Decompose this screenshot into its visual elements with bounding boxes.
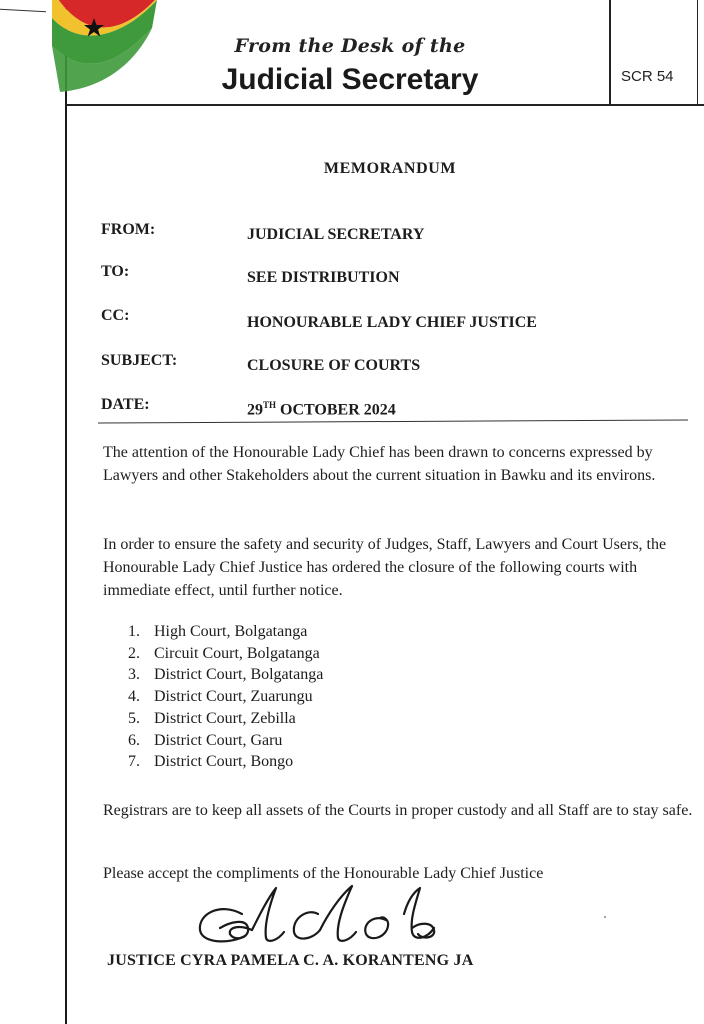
date-value bbox=[247, 400, 396, 419]
scan-speck bbox=[604, 916, 606, 918]
list-item bbox=[128, 708, 323, 730]
list-item bbox=[128, 643, 323, 665]
letterhead bbox=[195, 35, 505, 97]
list-item bbox=[128, 686, 323, 708]
list-item bbox=[128, 751, 323, 773]
cc-label: CC: bbox=[101, 307, 130, 324]
subject-value: CLOSURE OF COURTS bbox=[247, 357, 421, 374]
ghana-flag-emblem bbox=[52, 0, 164, 96]
list-number: 5. bbox=[128, 709, 140, 727]
header-divider bbox=[66, 104, 704, 106]
list-number: 2. bbox=[128, 644, 140, 662]
list-item bbox=[128, 621, 323, 643]
paragraph-attention: The attention of the Honourable Lady Chief has been drawn to concerns expressed by Lawyers and other Stakeholders about the current situation in Bawku and its environs. bbox=[103, 444, 656, 484]
scan-mark bbox=[0, 9, 46, 12]
court-name: District Court, Bongo bbox=[154, 753, 294, 771]
date-day: 29 bbox=[247, 401, 263, 419]
paragraph-registrars: Registrars are to keep all assets of the Courts in proper custody and all Staff are to stay safe. bbox=[103, 802, 693, 819]
reference-code: SCR 54 bbox=[621, 68, 674, 85]
left-margin-rule bbox=[65, 0, 67, 1024]
from-label: FROM: bbox=[101, 221, 156, 238]
signatory-name: JUSTICE CYRA PAMELA C. A. KORANTENG JA bbox=[107, 952, 474, 969]
subject-label: SUBJECT: bbox=[101, 352, 178, 369]
reference-box bbox=[609, 0, 704, 104]
court-name: District Court, Zuarungu bbox=[154, 688, 313, 706]
date-label: DATE: bbox=[101, 396, 150, 413]
desk-line: From the Desk of the bbox=[234, 35, 466, 57]
cc-value: HONOURABLE LADY CHIEF JUSTICE bbox=[247, 314, 537, 331]
paragraph-closure-order: In order to ensure the safety and security of Judges, Staff, Lawyers and Court Users, the Honourable Lady Chief Justice has ordered the closure of the following courts with immediate effect, until further notice. bbox=[103, 536, 667, 599]
paragraph-compliments: Please accept the compliments of the Honourable Lady Chief Justice bbox=[103, 865, 544, 882]
court-list bbox=[128, 621, 323, 773]
list-number: 3. bbox=[128, 666, 140, 684]
to-label: TO: bbox=[101, 263, 130, 280]
from-value: JUDICIAL SECRETARY bbox=[247, 226, 425, 243]
memo-heading: MEMORANDUM bbox=[323, 160, 457, 177]
office-title: Judicial Secretary bbox=[221, 63, 479, 96]
date-month-year: OCTOBER 2024 bbox=[280, 401, 396, 419]
date-underline bbox=[98, 419, 688, 423]
reference-box-edge bbox=[697, 0, 698, 104]
list-number: 4. bbox=[128, 688, 140, 706]
court-name: High Court, Bolgatanga bbox=[154, 623, 308, 640]
list-number: 1. bbox=[128, 623, 140, 640]
court-name: District Court, Bolgatanga bbox=[154, 666, 324, 684]
list-item bbox=[128, 730, 323, 752]
list-number: 7. bbox=[128, 753, 140, 771]
court-name: Circuit Court, Bolgatanga bbox=[154, 644, 320, 662]
to-value: SEE DISTRIBUTION bbox=[247, 269, 400, 286]
date-day-suffix: TH bbox=[263, 400, 277, 410]
court-name: District Court, Zebilla bbox=[154, 709, 296, 727]
list-number: 6. bbox=[128, 731, 140, 749]
list-item bbox=[128, 664, 323, 686]
handwritten-signature bbox=[190, 884, 450, 952]
court-name: District Court, Garu bbox=[154, 731, 283, 749]
